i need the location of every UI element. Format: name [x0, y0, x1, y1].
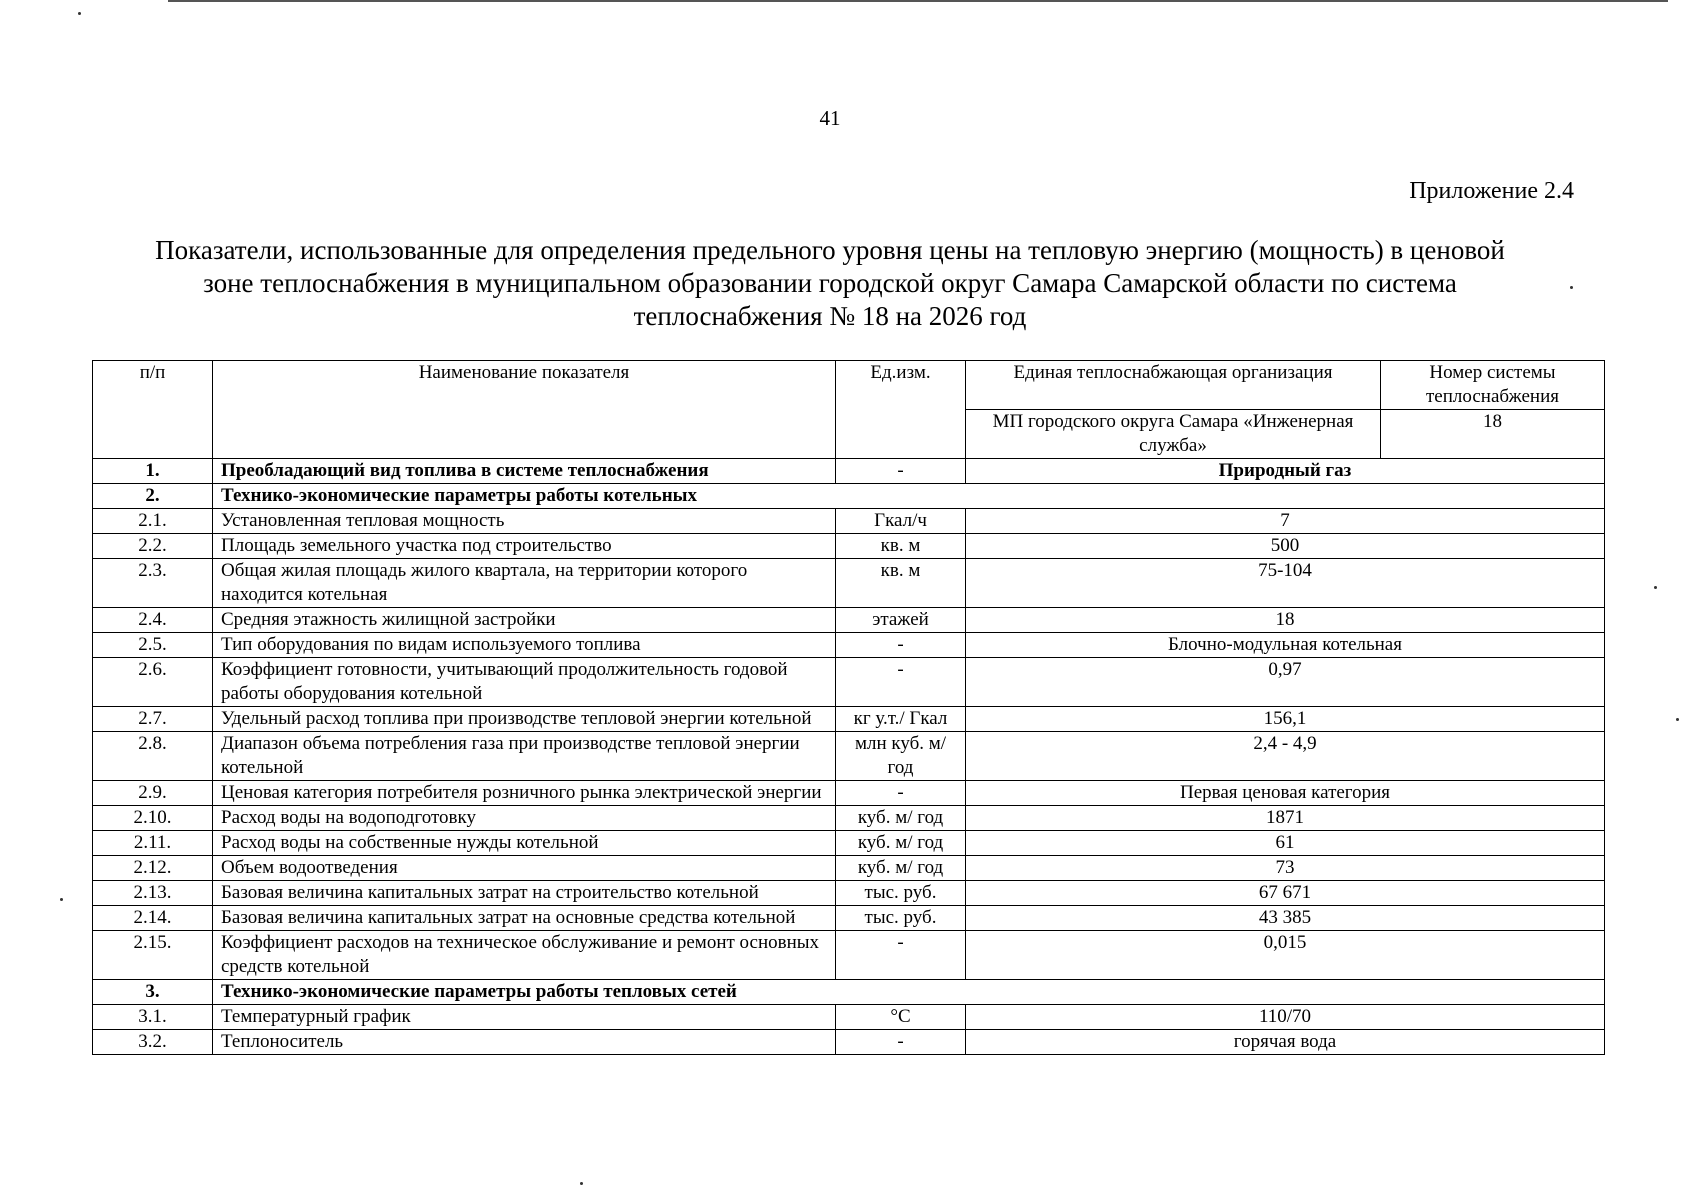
indicator-name: Теплоноситель: [213, 1030, 836, 1055]
indicator-value: Первая ценовая категория: [966, 781, 1605, 806]
indicator-value: Природный газ: [966, 459, 1605, 484]
indicator-value: 0,015: [966, 931, 1605, 980]
table-row: [93, 559, 1605, 608]
unit: Гкал/ч: [836, 509, 966, 534]
indicator-name: Установленная тепловая мощность: [213, 509, 836, 534]
indicator-name: Технико-экономические параметры работы тепловых сетей: [213, 980, 1605, 1005]
table-row: [93, 806, 1605, 831]
row-number: 2.: [93, 484, 213, 509]
indicator-name: Базовая величина капитальных затрат на строительство котельной: [213, 881, 836, 906]
header-system-number: Номер системы теплоснабжения: [1381, 361, 1605, 410]
unit: -: [836, 459, 966, 484]
appendix-label: Приложение 2.4: [1409, 178, 1574, 204]
table-row: [93, 658, 1605, 707]
org-name: МП городского округа Самара «Инженерная служба»: [966, 410, 1381, 459]
indicator-name: Общая жилая площадь жилого квартала, на территории которого находится котельная: [213, 559, 836, 608]
unit: куб. м/ год: [836, 831, 966, 856]
indicator-value: 67 671: [966, 881, 1605, 906]
indicator-value: 500: [966, 534, 1605, 559]
scan-speck: [1570, 286, 1573, 289]
row-number: 3.2.: [93, 1030, 213, 1055]
row-number: 2.3.: [93, 559, 213, 608]
table-row: [93, 608, 1605, 633]
title-line: зоне теплоснабжения в муниципальном образовании городской округ Самара Самарской области по система: [203, 268, 1457, 298]
indicator-name: Ценовая категория потребителя розничного рынка электрической энергии: [213, 781, 836, 806]
page-number: 41: [819, 106, 841, 130]
system-number-value: 18: [1381, 410, 1605, 459]
table-row: [93, 831, 1605, 856]
table-row: [93, 931, 1605, 980]
indicator-name: Базовая величина капитальных затрат на основные средства котельной: [213, 906, 836, 931]
top-edge-rule: [168, 0, 1668, 2]
unit: кг у.т./ Гкал: [836, 707, 966, 732]
scan-speck: [78, 12, 81, 15]
table-row: [93, 732, 1605, 781]
scan-speck: [60, 898, 63, 901]
unit: куб. м/ год: [836, 856, 966, 881]
indicator-value: Блочно-модульная котельная: [966, 633, 1605, 658]
indicator-name: Коэффициент готовности, учитывающий продолжительность годовой работы оборудования котельной: [213, 658, 836, 707]
row-number: 2.12.: [93, 856, 213, 881]
section-row: [93, 980, 1605, 1005]
row-number: 2.14.: [93, 906, 213, 931]
row-number: 2.9.: [93, 781, 213, 806]
table-row: [93, 1030, 1605, 1055]
indicator-name: Расход воды на водоподготовку: [213, 806, 836, 831]
table-row: [93, 781, 1605, 806]
scan-speck: [1654, 586, 1657, 589]
indicator-value: 61: [966, 831, 1605, 856]
header-name: Наименование показателя: [213, 361, 836, 459]
table-row: [93, 881, 1605, 906]
header-unit: Ед.изм.: [836, 361, 966, 459]
unit: тыс. руб.: [836, 881, 966, 906]
unit: кв. м: [836, 559, 966, 608]
indicator-value: 18: [966, 608, 1605, 633]
indicator-value: 7: [966, 509, 1605, 534]
unit: -: [836, 658, 966, 707]
table-row: [93, 534, 1605, 559]
indicator-name: Технико-экономические параметры работы котельных: [213, 484, 1605, 509]
table-header-row: [93, 361, 1605, 410]
title-line: теплоснабжения № 18 на 2026 год: [633, 301, 1027, 331]
indicator-value: 2,4 - 4,9: [966, 732, 1605, 781]
unit: -: [836, 1030, 966, 1055]
indicators-table: [92, 360, 1605, 1055]
table-row: [93, 856, 1605, 881]
unit: куб. м/ год: [836, 806, 966, 831]
row-number: 2.11.: [93, 831, 213, 856]
scan-speck: [1676, 718, 1679, 721]
header-org: Единая теплоснабжающая организация: [966, 361, 1381, 410]
header-num: п/п: [93, 361, 213, 459]
row-number: 2.8.: [93, 732, 213, 781]
unit: -: [836, 781, 966, 806]
row-number: 2.4.: [93, 608, 213, 633]
unit: -: [836, 931, 966, 980]
indicators-table-body: [93, 361, 1605, 1055]
indicator-name: Удельный расход топлива при производстве тепловой энергии котельной: [213, 707, 836, 732]
row-number: 2.13.: [93, 881, 213, 906]
indicator-value: 43 385: [966, 906, 1605, 931]
table-row: [93, 509, 1605, 534]
row-number: 1.: [93, 459, 213, 484]
row-number: 3.: [93, 980, 213, 1005]
table-row: [93, 1005, 1605, 1030]
unit: °С: [836, 1005, 966, 1030]
section-row: [93, 484, 1605, 509]
indicator-name: Расход воды на собственные нужды котельной: [213, 831, 836, 856]
indicator-value: 73: [966, 856, 1605, 881]
row-number: 2.5.: [93, 633, 213, 658]
row-number: 2.1.: [93, 509, 213, 534]
row-number: 2.10.: [93, 806, 213, 831]
table-row: [93, 707, 1605, 732]
row-number: 2.7.: [93, 707, 213, 732]
indicator-name: Преобладающий вид топлива в системе теплоснабжения: [213, 459, 836, 484]
title-line: Показатели, использованные для определения предельного уровня цены на тепловую энергию (мощность) в ценовой: [155, 235, 1505, 265]
table-row: [93, 633, 1605, 658]
indicator-value: горячая вода: [966, 1030, 1605, 1055]
indicator-value: 110/70: [966, 1005, 1605, 1030]
unit: тыс. руб.: [836, 906, 966, 931]
unit: этажей: [836, 608, 966, 633]
indicator-name: Объем водоотведения: [213, 856, 836, 881]
document-title: [100, 234, 1560, 333]
row-number: 2.15.: [93, 931, 213, 980]
indicator-name: Диапазон объема потребления газа при производстве тепловой энергии котельной: [213, 732, 836, 781]
unit: млн куб. м/год: [836, 732, 966, 781]
indicator-name: Тип оборудования по видам используемого топлива: [213, 633, 836, 658]
indicator-value: 1871: [966, 806, 1605, 831]
unit: -: [836, 633, 966, 658]
table-row: [93, 459, 1605, 484]
unit: кв. м: [836, 534, 966, 559]
indicator-value: 75-104: [966, 559, 1605, 608]
indicator-name: Температурный график: [213, 1005, 836, 1030]
row-number: 2.6.: [93, 658, 213, 707]
indicator-value: 156,1: [966, 707, 1605, 732]
indicator-value: 0,97: [966, 658, 1605, 707]
row-number: 3.1.: [93, 1005, 213, 1030]
scan-speck: [580, 1182, 583, 1185]
indicator-name: Площадь земельного участка под строительство: [213, 534, 836, 559]
indicator-name: Коэффициент расходов на техническое обслуживание и ремонт основных средств котельной: [213, 931, 836, 980]
table-row: [93, 906, 1605, 931]
indicator-name: Средняя этажность жилищной застройки: [213, 608, 836, 633]
row-number: 2.2.: [93, 534, 213, 559]
